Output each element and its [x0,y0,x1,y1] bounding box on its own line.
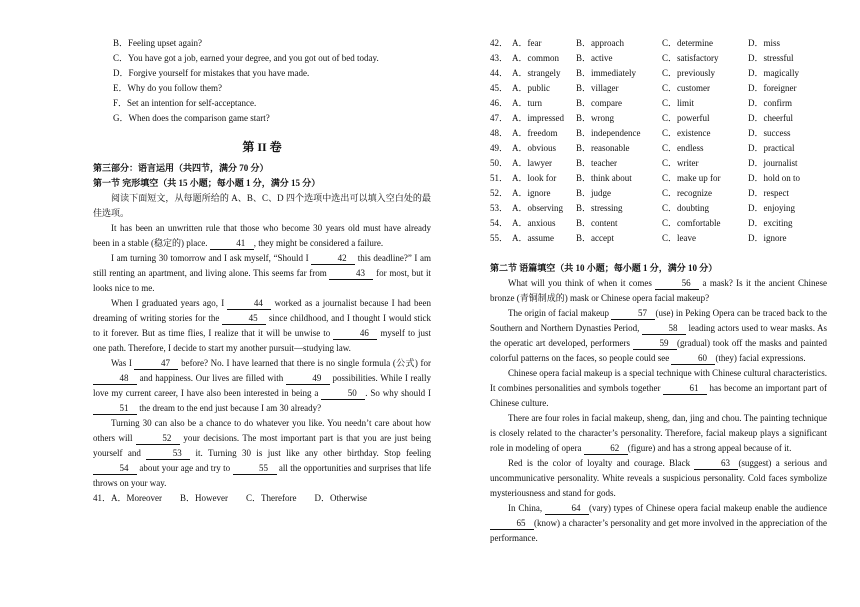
section2-heading: 第二节 语篇填空（共 10 小题；每小题 1 分，满分 10 分） [490,263,718,273]
answer-option: B．immediately [576,68,636,78]
text: and happiness. Our lives are filled with [137,373,286,383]
answer-option: A．ignore [512,188,551,198]
answer-option: D．success [748,128,791,138]
blank-58: 58 [642,323,686,335]
text: . So why should I [365,388,431,398]
text: (vary) types of Chinese opera facial makeup enable the audience [588,503,827,513]
blank-41: 41 [210,238,254,250]
blank-43: 43 [329,268,373,280]
blank-59: 59 [633,338,677,350]
text: (suggest) a serious and uncommunicative personality. White reveals a suspicious personality. Cold faces symbolize mysteriousness and stand for gods. [490,458,827,498]
text: In China, [508,503,545,513]
answer-option: B．judge [576,188,611,198]
answer-row [490,156,800,171]
option-d: D．Forgive yourself for mistakes that you have made. [113,68,310,78]
question-number: 55． [490,233,509,243]
blank-63: 63 [694,458,738,470]
q41-option-d: D．Otherwise [314,493,367,503]
cloze-paragraph-3 [93,296,431,356]
right-column [490,36,827,546]
q41-option-c: C．Therefore [246,493,297,503]
answer-option: D．exciting [748,218,793,228]
q41-option-a: 41．A．Moreover [93,493,162,503]
answer-option: C．determine [662,38,713,48]
answer-option: D．magically [748,68,799,78]
answer-option: B．independence [576,128,641,138]
answer-row [490,51,800,66]
answer-option: B．active [576,53,613,63]
answer-option: A．assume [512,233,554,243]
answer-row [490,111,800,126]
answer-option: B．accept [576,233,614,243]
text: possibilities. While I really love my current career, I have also been interested in being a [93,373,431,398]
answer-option: C．powerful [662,113,710,123]
blank-61: 61 [663,383,707,395]
left-column [93,36,431,506]
blank-53: 53 [146,448,190,460]
text: for most, but it looks nice to me. [93,268,431,293]
blank-48: 48 [93,373,137,385]
answer-row [490,66,800,81]
text: It has been an unwritten rule that those who become 30 years old must have already been in a stable (稳定的) place. [93,223,431,248]
grammar-paragraph-5 [490,456,827,501]
reading-options [93,36,431,126]
text: (use) in Peking Opera can be traced back to the Southern and Northern Dynasties Period, [490,308,827,333]
answer-row [490,216,800,231]
answer-rows [490,36,800,246]
question-number: 53． [490,203,509,213]
answer-option: C．recognize [662,188,712,198]
cloze-answer-options [490,36,800,246]
answer-row [490,141,800,156]
volume-title: 第 II 卷 [242,140,282,154]
answer-option: A．impressed [512,113,564,123]
text: When I graduated years ago, I [111,298,228,308]
blank-56: 56 [655,278,699,290]
text: , they might be considered a failure. [253,238,384,248]
text: leading actors used to wear masks. As the operatic art developed, performers [490,323,827,348]
option-b: B．Feeling upset again? [113,38,202,48]
blank-45: 45 [222,313,266,325]
text: The origin of facial makeup [508,308,612,318]
text: it. Turning 30 is just like any other birthday. Stop feeling [190,448,431,458]
blank-62: 62 [584,443,628,455]
text: has become an important part of Chinese culture. [490,383,827,408]
answer-option: D．ignore [748,233,787,243]
text: Chinese opera facial makeup is a special technique with Chinese cultural characteristics. It combines personalities and symbols together [490,368,827,393]
cloze-instructions: 阅读下面短文，从每题所给的 A、B、C、D 四个选项中选出可以填入空白处的最佳选项。 [93,193,431,218]
text: this deadline?” I am still renting an apartment, and living alone. This seems far from [93,253,431,278]
text: the dream to the end just because I am 30 already? [137,403,322,413]
cloze-paragraph-5 [93,416,431,491]
answer-option: B．content [576,218,618,228]
question-number: 47． [490,113,509,123]
answer-option: B．think about [576,173,632,183]
answer-row [490,126,800,141]
answer-option: C．doubting [662,203,710,213]
question-number: 43． [490,53,509,63]
text: (gradual) took off the masks and painted colorful patterns on the faces, so people could see [490,338,827,363]
text: Was I [111,358,135,368]
answer-option: C．existence [662,128,711,138]
text: There are four roles in facial makeup, sheng, dan, jing and chou. The painting technique is closely related to the character’s personality. Therefore, facial makeup plays a significant role in modeling of opera [490,413,827,453]
answer-option: A．fear [512,38,542,48]
blank-47: 47 [134,358,178,370]
option-g: G．When does the comparison game start? [113,113,270,123]
text: worked as a journalist because I had been dreaming of writing stories for the [93,298,431,323]
answer-option: A．lawyer [512,158,552,168]
question-41-options [93,491,385,506]
question-number: 42． [490,38,509,48]
grammar-paragraph-3 [490,366,827,411]
answer-option: C．satisfactory [662,53,719,63]
answer-option: A．common [512,53,559,63]
question-number: 51． [490,173,509,183]
question-number: 44． [490,68,509,78]
question-number: 46． [490,98,509,108]
answer-option: A．anxious [512,218,556,228]
blank-49: 49 [286,373,330,385]
text: all the opportunities and surprises that life throws on your way. [93,463,431,488]
question-number: 52． [490,188,509,198]
question-number: 48． [490,128,509,138]
text: (figure) and has a strong appeal because of it. [627,443,792,453]
answer-option: D．foreigner [748,83,797,93]
answer-option: C．make up for [662,173,721,183]
question-number: 54． [490,218,509,228]
text: Red is the color of loyalty and courage. Black [508,458,695,468]
answer-option: C．writer [662,158,699,168]
answer-option: D．confirm [748,98,792,108]
cloze-paragraph-2 [93,251,431,296]
answer-option: A．obvious [512,143,557,153]
text: since childhood, and I thought I would stick to it forever. But as time flies, I realize that it will be unwise to [93,313,431,338]
answer-option: D．practical [748,143,795,153]
text: your decisions. The most important part is that you are just being yourself and [93,433,431,458]
answer-option: D．enjoying [748,203,795,213]
text: (they) facial expressions. [715,353,806,363]
question-number: 49． [490,143,509,153]
answer-option: A．observing [512,203,563,213]
answer-option: D．journalist [748,158,798,168]
option-c: C．You have got a job, earned your degree, and you got out of bed today. [113,53,379,63]
cloze-paragraph-1 [93,221,431,251]
answer-option: C．customer [662,83,710,93]
text: What will you think of when it comes [508,278,656,288]
blank-54: 54 [93,463,137,475]
text: Turning 30 can also be a chance to do whatever you like. You needn’t care about how others will [93,418,431,443]
text: (know) a character’s personality and get more involved in the appreciation of the performance. [490,518,827,543]
grammar-paragraph-1 [490,276,827,306]
answer-option: B．wrong [576,113,614,123]
blank-42: 42 [311,253,355,265]
grammar-paragraph-4 [490,411,827,456]
answer-row [490,201,800,216]
text: about your age and try to [137,463,233,473]
answer-option: D．respect [748,188,789,198]
answer-option: B．stressing [576,203,623,213]
text: a mask? Is it the ancient Chinese bronze (青铜制成的) mask or Chinese opera facial makeup? [490,278,827,303]
question-number: 50． [490,158,509,168]
answer-option: B．villager [576,83,619,93]
answer-option: B．compare [576,98,622,108]
answer-option: D．stressful [748,53,794,63]
answer-option: B．teacher [576,158,617,168]
blank-60: 60 [671,353,715,365]
blank-57: 57 [611,308,655,320]
blank-64: 64 [545,503,589,515]
answer-row [490,186,800,201]
grammar-paragraph-6 [490,501,827,546]
answer-row [490,96,800,111]
answer-option: B．approach [576,38,624,48]
answer-option: C．previously [662,68,715,78]
blank-55: 55 [233,463,277,475]
answer-option: D．miss [748,38,781,48]
q41-option-b: B．However [180,493,228,503]
answer-row [490,231,800,246]
text: myself to just one path. Therefore, I decide to start my another pursuit—studying law. [93,328,432,353]
text: before? No. I have learned that there is no single formula (公式) for [178,358,431,368]
text: I am turning 30 tomorrow and I ask myself, “Should I [111,253,312,263]
answer-option: C．leave [662,233,696,243]
answer-option: A．freedom [512,128,558,138]
answer-option: B．reasonable [576,143,630,153]
answer-row [490,36,800,51]
answer-row [490,81,800,96]
answer-option: D．cheerful [748,113,793,123]
blank-52: 52 [136,433,180,445]
answer-option: A．look for [512,173,557,183]
part3-heading: 第三部分：语言运用（共四节，满分 70 分） [93,163,269,173]
question-number: 45． [490,83,509,93]
section1-heading: 第一节 完形填空（共 15 小题；每小题 1 分，满分 15 分） [93,178,321,188]
answer-option: D．hold on to [748,173,801,183]
blank-65: 65 [490,518,534,530]
answer-option: C．endless [662,143,704,153]
answer-option: A．public [512,83,550,93]
answer-row [490,171,800,186]
answer-option: A．turn [512,98,542,108]
blank-50: 50 [321,388,365,400]
option-e: E．Why do you follow them? [113,83,222,93]
answer-option: C．limit [662,98,695,108]
blank-51: 51 [93,403,137,415]
grammar-paragraph-2 [490,306,827,366]
answer-option: C．comfortable [662,218,721,228]
answer-option: A．strangely [512,68,561,78]
option-f: F．Set an intention for self-acceptance. [113,98,257,108]
blank-44: 44 [227,298,271,310]
cloze-paragraph-4 [93,356,431,416]
blank-46: 46 [333,328,377,340]
